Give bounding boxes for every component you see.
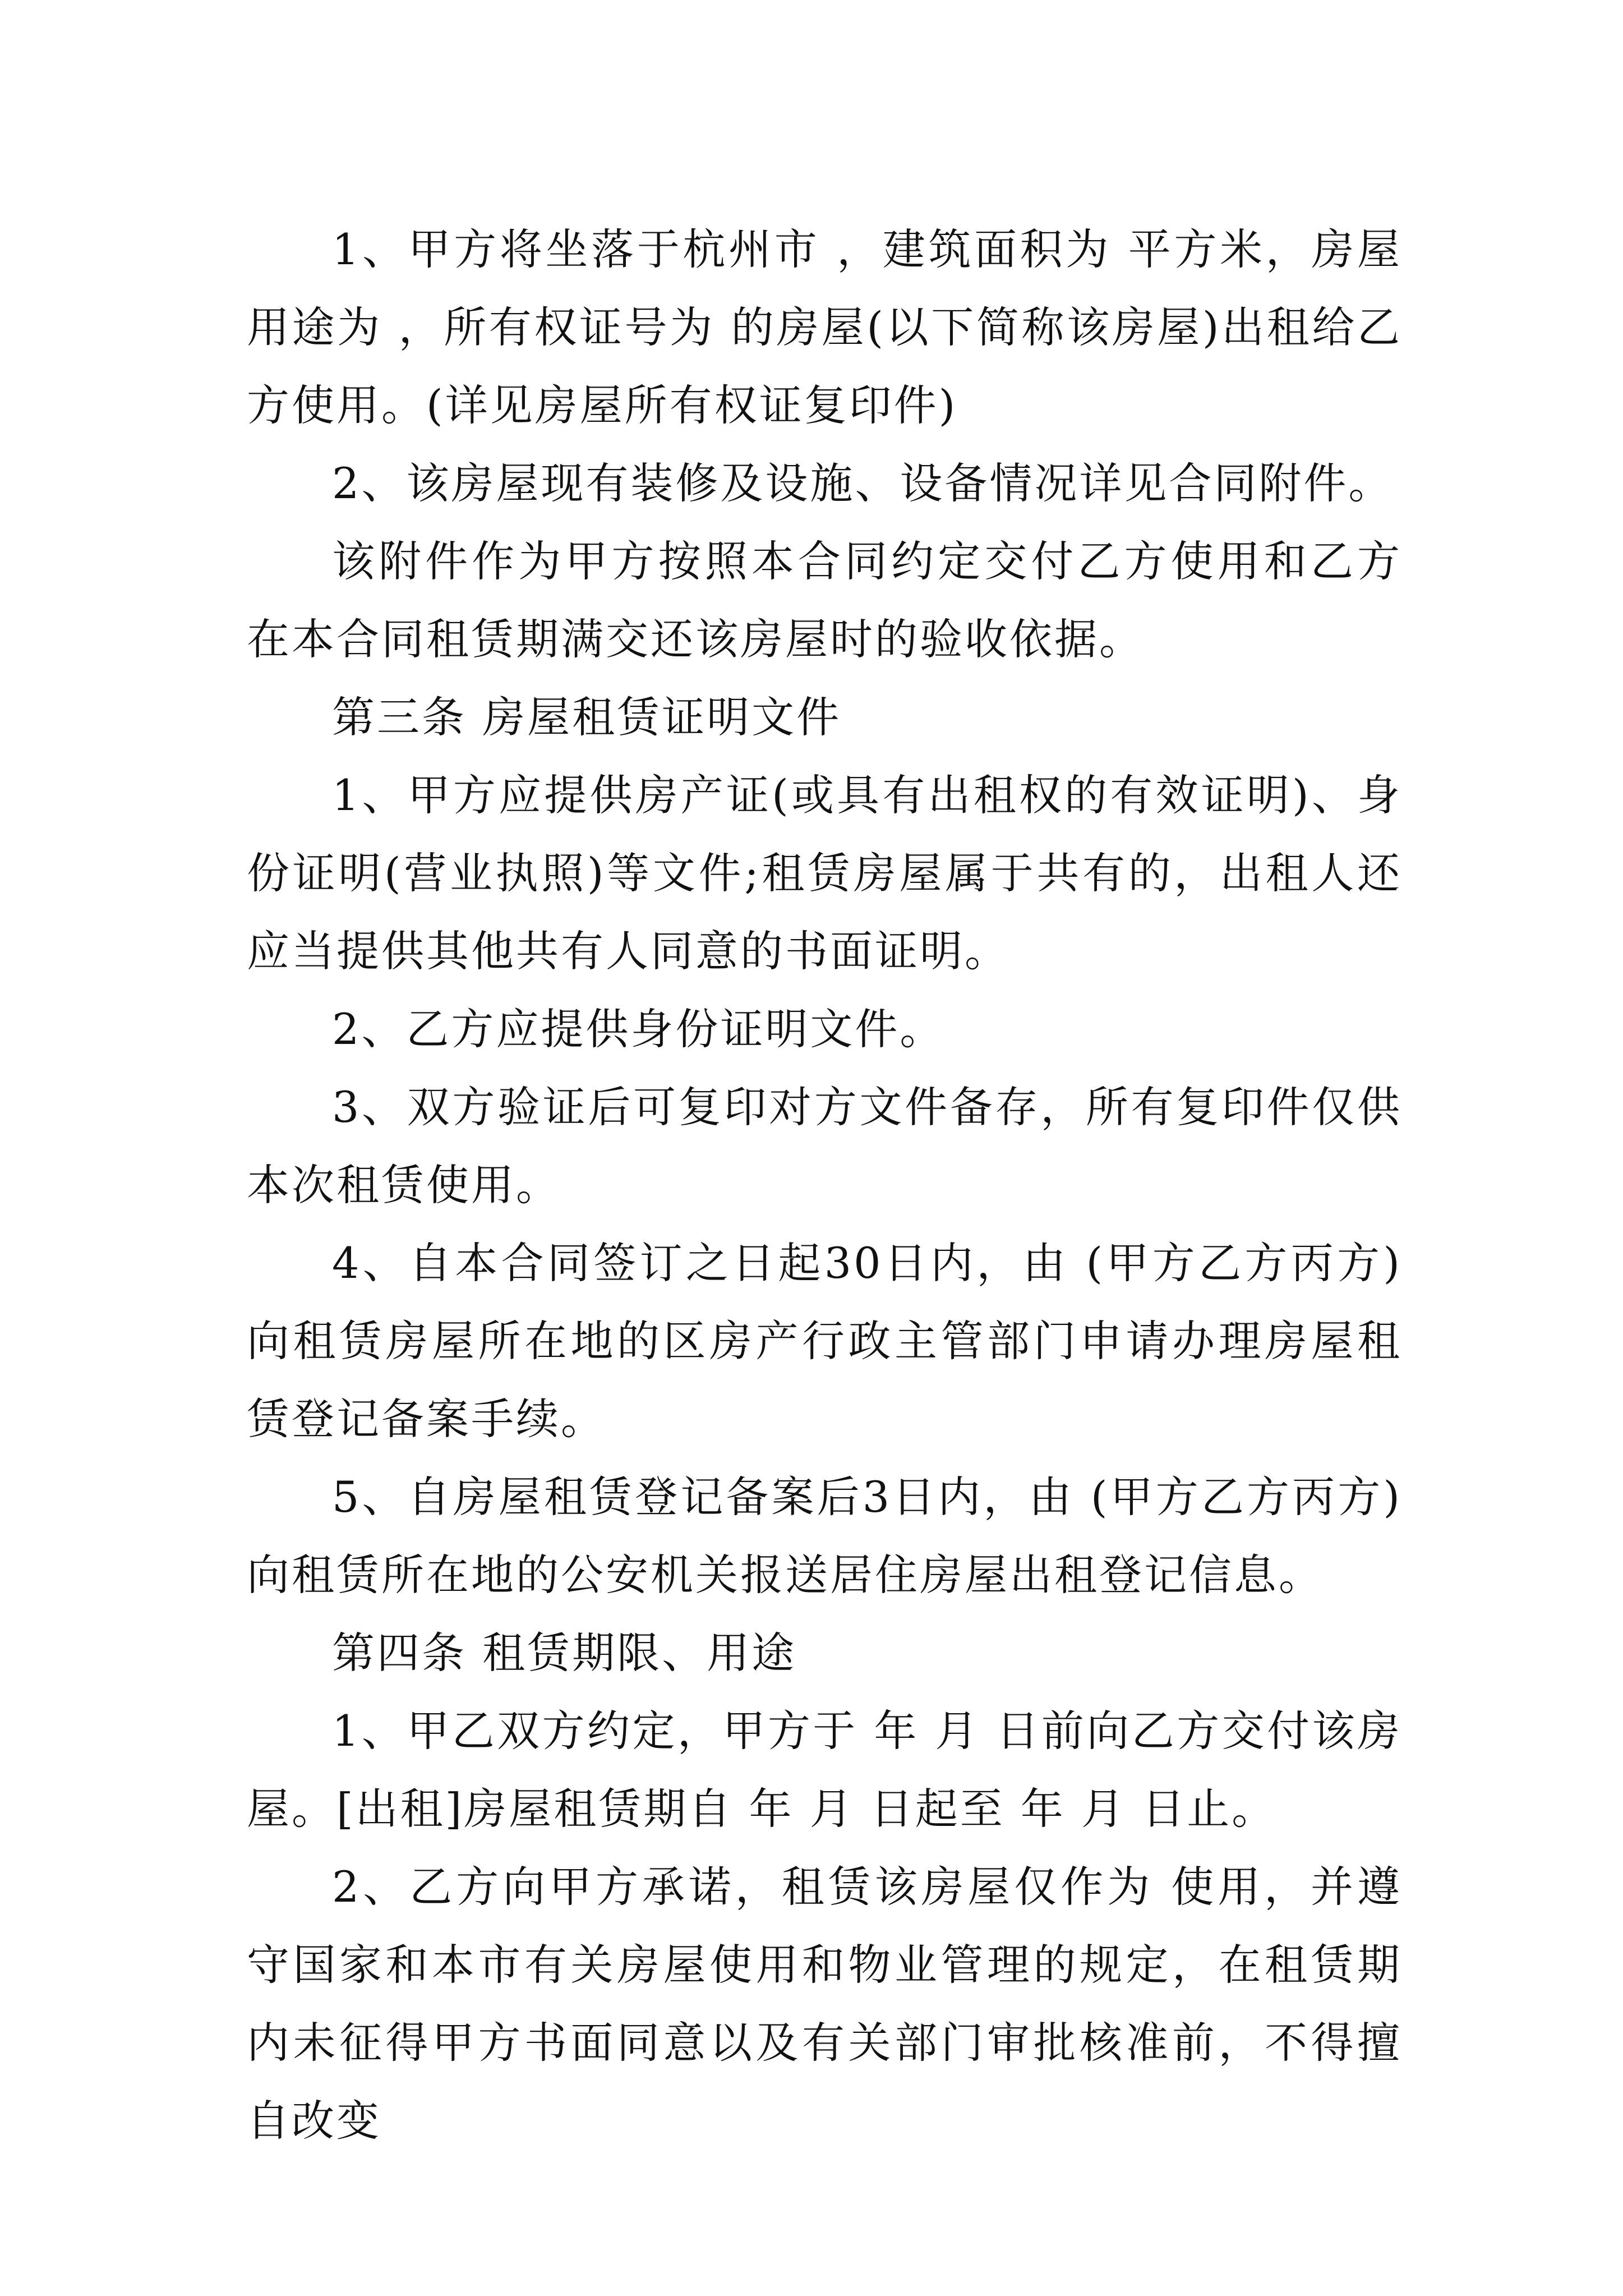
section-heading: 第四条 租赁期限、用途 [332, 1628, 797, 1678]
clause-paragraph: 2、该房屋现有装修及设施、设备情况详见合同附件。 [332, 458, 1394, 508]
clause-paragraph: 3、双方验证后可复印对方文件备存，所有复印件仅供本次租赁使用。 [247, 1082, 1402, 1210]
clause-paragraph: 2、乙方向甲方承诺，租赁该房屋仅作为 使用，并遵守国家和本市有关房屋使用和物业管理的规定，在租赁期内未征得甲方书面同意以及有关部门审批核准前，不得擅自改变 [247, 1862, 1402, 2146]
clause-paragraph: 1、甲方应提供房产证(或具有出租权的有效证明)、身份证明(营业执照)等文件;租赁房屋属于共有的，出租人还应当提供其他共有人同意的书面证明。 [247, 770, 1402, 976]
clause-paragraph: 该附件作为甲方按照本合同约定交付乙方使用和乙方在本合同租赁期满交还该房屋时的验收依据。 [247, 536, 1402, 664]
document-body [247, 210, 1402, 2160]
clause-paragraph: 2、乙方应提供身份证明文件。 [332, 1004, 945, 1054]
clause-paragraph: 4、自本合同签订之日起30日内，由 (甲方乙方丙方)向租赁房屋所在地的区房产行政主管部门申请办理房屋租赁登记备案手续。 [247, 1238, 1402, 1444]
clause-paragraph: 5、自房屋租赁登记备案后3日内，由 (甲方乙方丙方)向租赁所在地的公安机关报送居住房屋出租登记信息。 [247, 1472, 1402, 1600]
clause-paragraph: 1、甲方将坐落于杭州市 ，建筑面积为 平方米，房屋用途为 ，所有权证号为 的房屋(以下简称该房屋)出租给乙方使用。(详见房屋所有权证复印件) [247, 224, 1402, 430]
section-heading: 第三条 房屋租赁证明文件 [332, 692, 842, 742]
clause-paragraph: 1、甲乙双方约定，甲方于 年 月 日前向乙方交付该房屋。[出租]房屋租赁期自 年 月 日起至 年 月 日止。 [247, 1706, 1402, 1834]
